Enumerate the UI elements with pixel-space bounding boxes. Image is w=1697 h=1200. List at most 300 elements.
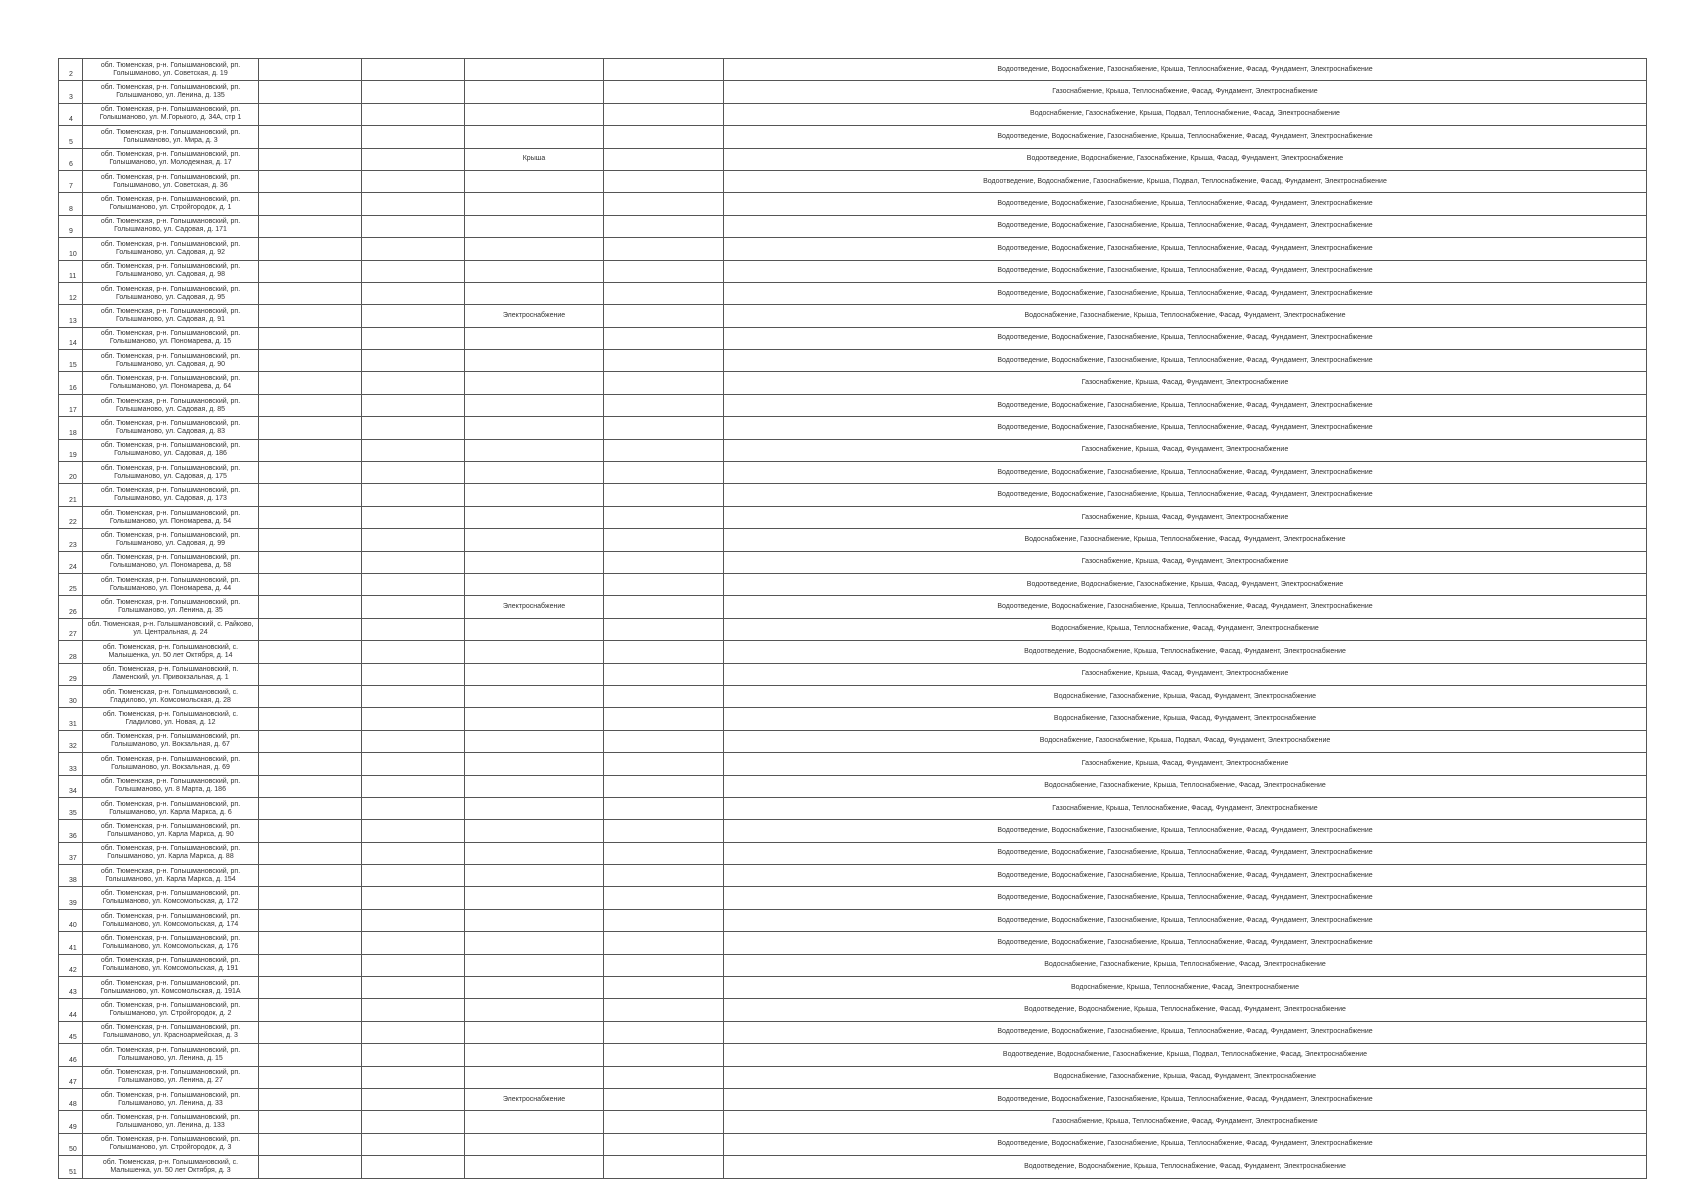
table-row (59, 932, 1647, 954)
row-number-cell: 9 (59, 215, 83, 237)
empty-cell (362, 350, 465, 372)
empty-cell (259, 59, 362, 81)
empty-cell (362, 238, 465, 260)
row-number-cell: 12 (59, 282, 83, 304)
systems-cell: Водоотведение, Водоснабжение, Газоснабжение, Крыша, Подвал, Теплоснабжение, Фасад, Электроснабжение (724, 1044, 1647, 1066)
systems-cell: Водоотведение, Водоснабжение, Газоснабжение, Крыша, Теплоснабжение, Фасад, Фундамент, Электроснабжение (724, 59, 1647, 81)
address-cell: обл. Тюменская, р-н. Голышмановский, рп. Голышманово, ул. Стройгородок, д. 2 (83, 999, 259, 1021)
planned-work-cell (465, 260, 604, 282)
systems-cell: Водоотведение, Водоснабжение, Газоснабжение, Крыша, Теплоснабжение, Фасад, Фундамент, Электроснабжение (724, 238, 1647, 260)
planned-work-cell (465, 529, 604, 551)
address-cell: обл. Тюменская, р-н. Голышмановский, рп. Голышманово, ул. Мира, д. 3 (83, 126, 259, 148)
empty-cell (362, 215, 465, 237)
systems-cell: Водоотведение, Водоснабжение, Газоснабжение, Крыша, Теплоснабжение, Фасад, Фундамент, Электроснабжение (724, 820, 1647, 842)
table-row (59, 1021, 1647, 1043)
empty-cell (604, 999, 724, 1021)
empty-cell (259, 663, 362, 685)
table-row (59, 350, 1647, 372)
empty-cell (362, 842, 465, 864)
empty-cell (362, 305, 465, 327)
empty-cell (362, 596, 465, 618)
row-number-cell: 51 (59, 1156, 83, 1178)
row-number-cell: 46 (59, 1044, 83, 1066)
empty-cell (362, 820, 465, 842)
planned-work-cell (465, 1156, 604, 1178)
table-row (59, 126, 1647, 148)
row-number-cell: 23 (59, 529, 83, 551)
empty-cell (362, 81, 465, 103)
empty-cell (604, 238, 724, 260)
systems-cell: Водоотведение, Водоснабжение, Газоснабжение, Крыша, Теплоснабжение, Фасад, Фундамент, Электроснабжение (724, 462, 1647, 484)
systems-cell: Водоотведение, Водоснабжение, Газоснабжение, Крыша, Теплоснабжение, Фасад, Фундамент, Электроснабжение (724, 596, 1647, 618)
systems-cell: Газоснабжение, Крыша, Теплоснабжение, Фасад, Фундамент, Электроснабжение (724, 1111, 1647, 1133)
table-row (59, 1111, 1647, 1133)
systems-cell: Газоснабжение, Крыша, Теплоснабжение, Фасад, Фундамент, Электроснабжение (724, 797, 1647, 819)
row-number-cell: 31 (59, 708, 83, 730)
address-cell: обл. Тюменская, р-н. Голышмановский, рп. Голышманово, ул. Садовая, д. 91 (83, 305, 259, 327)
empty-cell (259, 327, 362, 349)
empty-cell (604, 797, 724, 819)
empty-cell (604, 1111, 724, 1133)
systems-cell: Водоснабжение, Крыша, Теплоснабжение, Фасад, Электроснабжение (724, 977, 1647, 999)
table-row (59, 462, 1647, 484)
planned-work-cell (465, 506, 604, 528)
empty-cell (259, 842, 362, 864)
address-cell: обл. Тюменская, р-н. Голышмановский, рп. Голышманово, ул. Карла Маркса, д. 88 (83, 842, 259, 864)
empty-cell (259, 887, 362, 909)
systems-cell: Водоснабжение, Газоснабжение, Крыша, Теплоснабжение, Фасад, Фундамент, Электроснабжение (724, 305, 1647, 327)
systems-cell: Водоотведение, Водоснабжение, Газоснабжение, Крыша, Теплоснабжение, Фасад, Фундамент, Электроснабжение (724, 350, 1647, 372)
planned-work-cell: Электроснабжение (465, 596, 604, 618)
empty-cell (362, 148, 465, 170)
empty-cell (604, 126, 724, 148)
systems-cell: Газоснабжение, Крыша, Фасад, Фундамент, Электроснабжение (724, 439, 1647, 461)
empty-cell (604, 618, 724, 640)
empty-cell (604, 260, 724, 282)
address-cell: обл. Тюменская, р-н. Голышмановский, рп. Голышманово, ул. Ленина, д. 15 (83, 1044, 259, 1066)
planned-work-cell (465, 842, 604, 864)
table-row (59, 887, 1647, 909)
address-cell: обл. Тюменская, р-н. Голышмановский, рп. Голышманово, ул. Садовая, д. 99 (83, 529, 259, 551)
planned-work-cell (465, 484, 604, 506)
address-cell: обл. Тюменская, р-н. Голышмановский, рп. Голышманово, ул. Молодежная, д. 17 (83, 148, 259, 170)
empty-cell (604, 1156, 724, 1178)
row-number-cell: 40 (59, 909, 83, 931)
empty-cell (259, 932, 362, 954)
empty-cell (604, 215, 724, 237)
empty-cell (259, 820, 362, 842)
planned-work-cell (465, 417, 604, 439)
empty-cell (604, 685, 724, 707)
systems-cell: Газоснабжение, Крыша, Фасад, Фундамент, Электроснабжение (724, 372, 1647, 394)
empty-cell (604, 887, 724, 909)
table-row (59, 730, 1647, 752)
address-cell: обл. Тюменская, р-н. Голышмановский, рп. Голышманово, ул. Пономарева, д. 54 (83, 506, 259, 528)
systems-cell: Водоотведение, Водоснабжение, Газоснабжение, Крыша, Теплоснабжение, Фасад, Фундамент, Электроснабжение (724, 1133, 1647, 1155)
empty-cell (362, 439, 465, 461)
planned-work-cell (465, 81, 604, 103)
address-cell: обл. Тюменская, р-н. Голышмановский, рп. Голышманово, ул. Карла Маркса, д. 90 (83, 820, 259, 842)
planned-work-cell (465, 103, 604, 125)
table-row (59, 81, 1647, 103)
empty-cell (362, 551, 465, 573)
systems-cell: Водоотведение, Водоснабжение, Крыша, Теплоснабжение, Фасад, Фундамент, Электроснабжение (724, 641, 1647, 663)
empty-cell (362, 1044, 465, 1066)
table-row (59, 663, 1647, 685)
table-row (59, 954, 1647, 976)
systems-cell: Водоснабжение, Газоснабжение, Крыша, Фасад, Фундамент, Электроснабжение (724, 685, 1647, 707)
table-row (59, 103, 1647, 125)
empty-cell (362, 59, 465, 81)
row-number-cell: 6 (59, 148, 83, 170)
planned-work-cell (465, 327, 604, 349)
planned-work-cell (465, 932, 604, 954)
table-row (59, 305, 1647, 327)
systems-cell: Водоотведение, Водоснабжение, Газоснабжение, Крыша, Подвал, Теплоснабжение, Фасад, Фундамент, Электроснабжение (724, 170, 1647, 192)
planned-work-cell (465, 573, 604, 595)
empty-cell (259, 529, 362, 551)
empty-cell (604, 417, 724, 439)
address-cell: обл. Тюменская, р-н. Голышмановский, рп. Голышманово, ул. Садовая, д. 83 (83, 417, 259, 439)
systems-cell: Газоснабжение, Крыша, Фасад, Фундамент, Электроснабжение (724, 506, 1647, 528)
planned-work-cell (465, 865, 604, 887)
planned-work-cell (465, 820, 604, 842)
systems-cell: Водоснабжение, Газоснабжение, Крыша, Подвал, Теплоснабжение, Фасад, Электроснабжение (724, 103, 1647, 125)
table-row (59, 260, 1647, 282)
address-cell: обл. Тюменская, р-н. Голышмановский, рп. Голышманово, ул. Карла Маркса, д. 154 (83, 865, 259, 887)
empty-cell (259, 260, 362, 282)
planned-work-cell (465, 753, 604, 775)
empty-cell (259, 551, 362, 573)
row-number-cell: 49 (59, 1111, 83, 1133)
row-number-cell: 48 (59, 1088, 83, 1110)
planned-work-cell (465, 126, 604, 148)
systems-cell: Водоотведение, Водоснабжение, Газоснабжение, Крыша, Теплоснабжение, Фасад, Фундамент, Электроснабжение (724, 126, 1647, 148)
empty-cell (604, 1066, 724, 1088)
table-row (59, 1044, 1647, 1066)
row-number-cell: 25 (59, 573, 83, 595)
systems-cell: Водоотведение, Водоснабжение, Газоснабжение, Крыша, Теплоснабжение, Фасад, Фундамент, Электроснабжение (724, 215, 1647, 237)
address-cell: обл. Тюменская, р-н. Голышмановский, рп. Голышманово, ул. Комсомольская, д. 174 (83, 909, 259, 931)
empty-cell (362, 932, 465, 954)
empty-cell (259, 775, 362, 797)
empty-cell (362, 462, 465, 484)
systems-cell: Водоснабжение, Газоснабжение, Крыша, Фасад, Фундамент, Электроснабжение (724, 708, 1647, 730)
table-row (59, 372, 1647, 394)
empty-cell (604, 59, 724, 81)
table-row (59, 1066, 1647, 1088)
empty-cell (259, 372, 362, 394)
empty-cell (362, 1133, 465, 1155)
table-row (59, 551, 1647, 573)
empty-cell (362, 685, 465, 707)
table-row (59, 685, 1647, 707)
address-cell: обл. Тюменская, р-н. Голышмановский, рп. Голышманово, ул. Советская, д. 19 (83, 59, 259, 81)
address-cell: обл. Тюменская, р-н. Голышмановский, рп. Голышманово, ул. Комсомольская, д. 191А (83, 977, 259, 999)
empty-cell (259, 238, 362, 260)
empty-cell (604, 1021, 724, 1043)
table-row (59, 1156, 1647, 1178)
empty-cell (362, 708, 465, 730)
empty-cell (362, 797, 465, 819)
planned-work-cell (465, 394, 604, 416)
table-row (59, 394, 1647, 416)
table-row (59, 708, 1647, 730)
planned-work-cell (465, 1021, 604, 1043)
empty-cell (604, 148, 724, 170)
table-row (59, 1088, 1647, 1110)
systems-cell: Газоснабжение, Крыша, Фасад, Фундамент, Электроснабжение (724, 753, 1647, 775)
empty-cell (604, 842, 724, 864)
row-number-cell: 39 (59, 887, 83, 909)
row-number-cell: 14 (59, 327, 83, 349)
row-number-cell: 44 (59, 999, 83, 1021)
table-row (59, 596, 1647, 618)
address-cell: обл. Тюменская, р-н. Голышмановский, рп. Голышманово, ул. Ленина, д. 33 (83, 1088, 259, 1110)
systems-cell: Водоотведение, Водоснабжение, Газоснабжение, Крыша, Теплоснабжение, Фасад, Фундамент, Электроснабжение (724, 327, 1647, 349)
table-row (59, 282, 1647, 304)
empty-cell (259, 484, 362, 506)
empty-cell (604, 865, 724, 887)
table-row (59, 999, 1647, 1021)
row-number-cell: 32 (59, 730, 83, 752)
empty-cell (259, 103, 362, 125)
row-number-cell: 11 (59, 260, 83, 282)
empty-cell (604, 462, 724, 484)
row-number-cell: 15 (59, 350, 83, 372)
empty-cell (604, 372, 724, 394)
address-cell: обл. Тюменская, р-н. Голышмановский, рп. Голышманово, ул. Пономарева, д. 44 (83, 573, 259, 595)
empty-cell (604, 1088, 724, 1110)
row-number-cell: 30 (59, 685, 83, 707)
planned-work-cell: Электроснабжение (465, 1088, 604, 1110)
systems-cell: Водоснабжение, Крыша, Теплоснабжение, Фасад, Фундамент, Электроснабжение (724, 618, 1647, 640)
empty-cell (604, 484, 724, 506)
address-cell: обл. Тюменская, р-н. Голышмановский, с. Райково, ул. Центральная, д. 24 (83, 618, 259, 640)
empty-cell (362, 327, 465, 349)
row-number-cell: 20 (59, 462, 83, 484)
empty-cell (362, 887, 465, 909)
systems-cell: Водоотведение, Водоснабжение, Газоснабжение, Крыша, Теплоснабжение, Фасад, Фундамент, Электроснабжение (724, 282, 1647, 304)
systems-cell: Водоотведение, Водоснабжение, Крыша, Теплоснабжение, Фасад, Фундамент, Электроснабжение (724, 1156, 1647, 1178)
empty-cell (259, 573, 362, 595)
address-cell: обл. Тюменская, р-н. Голышмановский, рп. Голышманово, ул. Комсомольская, д. 172 (83, 887, 259, 909)
table-row (59, 327, 1647, 349)
empty-cell (362, 193, 465, 215)
planned-work-cell (465, 663, 604, 685)
address-cell: обл. Тюменская, р-н. Голышмановский, рп. Голышманово, ул. Ленина, д. 135 (83, 81, 259, 103)
table-row (59, 641, 1647, 663)
table-row (59, 238, 1647, 260)
planned-work-cell (465, 170, 604, 192)
planned-work-cell (465, 439, 604, 461)
empty-cell (259, 596, 362, 618)
empty-cell (604, 439, 724, 461)
planned-work-cell (465, 1044, 604, 1066)
empty-cell (259, 350, 362, 372)
empty-cell (259, 305, 362, 327)
planned-work-cell (465, 954, 604, 976)
address-cell: обл. Тюменская, р-н. Голышмановский, рп. Голышманово, ул. Садовая, д. 175 (83, 462, 259, 484)
empty-cell (604, 909, 724, 931)
address-cell: обл. Тюменская, р-н. Голышмановский, рп. Голышманово, ул. Советская, д. 36 (83, 170, 259, 192)
empty-cell (604, 641, 724, 663)
empty-cell (259, 1044, 362, 1066)
empty-cell (604, 820, 724, 842)
row-number-cell: 2 (59, 59, 83, 81)
systems-cell: Водоотведение, Водоснабжение, Газоснабжение, Крыша, Теплоснабжение, Фасад, Фундамент, Электроснабжение (724, 484, 1647, 506)
systems-cell: Водоотведение, Водоснабжение, Газоснабжение, Крыша, Теплоснабжение, Фасад, Фундамент, Электроснабжение (724, 417, 1647, 439)
empty-cell (604, 573, 724, 595)
row-number-cell: 37 (59, 842, 83, 864)
address-cell: обл. Тюменская, р-н. Голышмановский, рп. Голышманово, ул. Пономарева, д. 64 (83, 372, 259, 394)
address-cell: обл. Тюменская, р-н. Голышмановский, с. Малышенка, ул. 50 лет Октября, д. 14 (83, 641, 259, 663)
systems-cell: Водоотведение, Водоснабжение, Газоснабжение, Крыша, Теплоснабжение, Фасад, Фундамент, Электроснабжение (724, 842, 1647, 864)
empty-cell (362, 1088, 465, 1110)
row-number-cell: 50 (59, 1133, 83, 1155)
table-row (59, 1133, 1647, 1155)
address-cell: обл. Тюменская, р-н. Голышмановский, рп. Голышманово, ул. Садовая, д. 92 (83, 238, 259, 260)
empty-cell (259, 148, 362, 170)
empty-cell (604, 282, 724, 304)
empty-cell (362, 730, 465, 752)
address-cell: обл. Тюменская, р-н. Голышмановский, рп. Голышманово, ул. Вокзальная, д. 67 (83, 730, 259, 752)
empty-cell (362, 775, 465, 797)
address-cell: обл. Тюменская, р-н. Голышмановский, рп. Голышманово, ул. Ленина, д. 35 (83, 596, 259, 618)
empty-cell (604, 506, 724, 528)
systems-cell: Водоотведение, Водоснабжение, Газоснабжение, Крыша, Теплоснабжение, Фасад, Фундамент, Электроснабжение (724, 1088, 1647, 1110)
empty-cell (362, 641, 465, 663)
empty-cell (604, 529, 724, 551)
empty-cell (259, 81, 362, 103)
empty-cell (259, 1066, 362, 1088)
address-cell: обл. Тюменская, р-н. Голышмановский, рп. Голышманово, ул. Садовая, д. 186 (83, 439, 259, 461)
planned-work-cell (465, 238, 604, 260)
row-number-cell: 21 (59, 484, 83, 506)
row-number-cell: 17 (59, 394, 83, 416)
row-number-cell: 18 (59, 417, 83, 439)
table-row (59, 573, 1647, 595)
table-row (59, 148, 1647, 170)
planned-work-cell (465, 775, 604, 797)
row-number-cell: 13 (59, 305, 83, 327)
address-cell: обл. Тюменская, р-н. Голышмановский, рп. Голышманово, ул. 8 Марта, д. 186 (83, 775, 259, 797)
empty-cell (259, 417, 362, 439)
row-number-cell: 41 (59, 932, 83, 954)
empty-cell (604, 551, 724, 573)
table-body (59, 59, 1647, 1179)
systems-cell: Водоотведение, Водоснабжение, Газоснабжение, Крыша, Теплоснабжение, Фасад, Фундамент, Электроснабжение (724, 260, 1647, 282)
planned-work-cell: Электроснабжение (465, 305, 604, 327)
empty-cell (362, 260, 465, 282)
empty-cell (259, 170, 362, 192)
empty-cell (259, 708, 362, 730)
buildings-table (58, 58, 1647, 1179)
row-number-cell: 22 (59, 506, 83, 528)
planned-work-cell (465, 797, 604, 819)
row-number-cell: 33 (59, 753, 83, 775)
empty-cell (259, 909, 362, 931)
empty-cell (259, 999, 362, 1021)
planned-work-cell (465, 462, 604, 484)
systems-cell: Водоснабжение, Газоснабжение, Крыша, Фасад, Фундамент, Электроснабжение (724, 1066, 1647, 1088)
address-cell: обл. Тюменская, р-н. Голышмановский, рп. Голышманово, ул. Стройгородок, д. 1 (83, 193, 259, 215)
planned-work-cell (465, 350, 604, 372)
empty-cell (362, 999, 465, 1021)
empty-cell (604, 81, 724, 103)
empty-cell (362, 506, 465, 528)
address-cell: обл. Тюменская, р-н. Голышмановский, рп. Голышманово, ул. Садовая, д. 90 (83, 350, 259, 372)
empty-cell (362, 865, 465, 887)
empty-cell (604, 708, 724, 730)
systems-cell: Водоотведение, Водоснабжение, Газоснабжение, Крыша, Теплоснабжение, Фасад, Фундамент, Электроснабжение (724, 865, 1647, 887)
empty-cell (362, 126, 465, 148)
empty-cell (362, 372, 465, 394)
empty-cell (259, 282, 362, 304)
planned-work-cell (465, 372, 604, 394)
planned-work-cell (465, 551, 604, 573)
planned-work-cell (465, 1111, 604, 1133)
planned-work-cell (465, 1133, 604, 1155)
table-row (59, 215, 1647, 237)
empty-cell (259, 193, 362, 215)
empty-cell (604, 1044, 724, 1066)
planned-work-cell (465, 641, 604, 663)
address-cell: обл. Тюменская, р-н. Голышмановский, рп. Голышманово, ул. Карла Маркса, д. 6 (83, 797, 259, 819)
empty-cell (362, 103, 465, 125)
row-number-cell: 26 (59, 596, 83, 618)
systems-cell: Водоотведение, Водоснабжение, Газоснабжение, Крыша, Теплоснабжение, Фасад, Фундамент, Электроснабжение (724, 193, 1647, 215)
row-number-cell: 3 (59, 81, 83, 103)
empty-cell (362, 909, 465, 931)
planned-work-cell (465, 215, 604, 237)
systems-cell: Водоотведение, Водоснабжение, Газоснабжение, Крыша, Фасад, Фундамент, Электроснабжение (724, 573, 1647, 595)
systems-cell: Водоснабжение, Газоснабжение, Крыша, Теплоснабжение, Фасад, Электроснабжение (724, 775, 1647, 797)
empty-cell (604, 350, 724, 372)
empty-cell (362, 1156, 465, 1178)
empty-cell (604, 103, 724, 125)
empty-cell (362, 663, 465, 685)
empty-cell (362, 484, 465, 506)
empty-cell (604, 394, 724, 416)
row-number-cell: 16 (59, 372, 83, 394)
address-cell: обл. Тюменская, р-н. Голышмановский, с. Гладилово, ул. Комсомольская, д. 28 (83, 685, 259, 707)
systems-cell: Газоснабжение, Крыша, Фасад, Фундамент, Электроснабжение (724, 663, 1647, 685)
address-cell: обл. Тюменская, р-н. Голышмановский, рп. Голышманово, ул. Садовая, д. 171 (83, 215, 259, 237)
planned-work-cell (465, 618, 604, 640)
systems-cell: Водоотведение, Водоснабжение, Газоснабжение, Крыша, Теплоснабжение, Фасад, Фундамент, Электроснабжение (724, 909, 1647, 931)
row-number-cell: 27 (59, 618, 83, 640)
table-row (59, 506, 1647, 528)
empty-cell (362, 977, 465, 999)
empty-cell (259, 641, 362, 663)
empty-cell (604, 977, 724, 999)
empty-cell (604, 775, 724, 797)
address-cell: обл. Тюменская, р-н. Голышмановский, рп. Голышманово, ул. Садовая, д. 95 (83, 282, 259, 304)
table-row (59, 977, 1647, 999)
table-row (59, 618, 1647, 640)
empty-cell (259, 1021, 362, 1043)
address-cell: обл. Тюменская, р-н. Голышмановский, с. Малышенка, ул. 50 лет Октября, д. 3 (83, 1156, 259, 1178)
systems-cell: Водоотведение, Водоснабжение, Газоснабжение, Крыша, Теплоснабжение, Фасад, Фундамент, Электроснабжение (724, 1021, 1647, 1043)
empty-cell (259, 685, 362, 707)
planned-work-cell (465, 708, 604, 730)
empty-cell (259, 865, 362, 887)
systems-cell: Водоотведение, Водоснабжение, Крыша, Теплоснабжение, Фасад, Фундамент, Электроснабжение (724, 999, 1647, 1021)
address-cell: обл. Тюменская, р-н. Голышмановский, рп. Голышманово, ул. Ленина, д. 133 (83, 1111, 259, 1133)
row-number-cell: 5 (59, 126, 83, 148)
systems-cell: Водоснабжение, Газоснабжение, Крыша, Теплоснабжение, Фасад, Фундамент, Электроснабжение (724, 529, 1647, 551)
